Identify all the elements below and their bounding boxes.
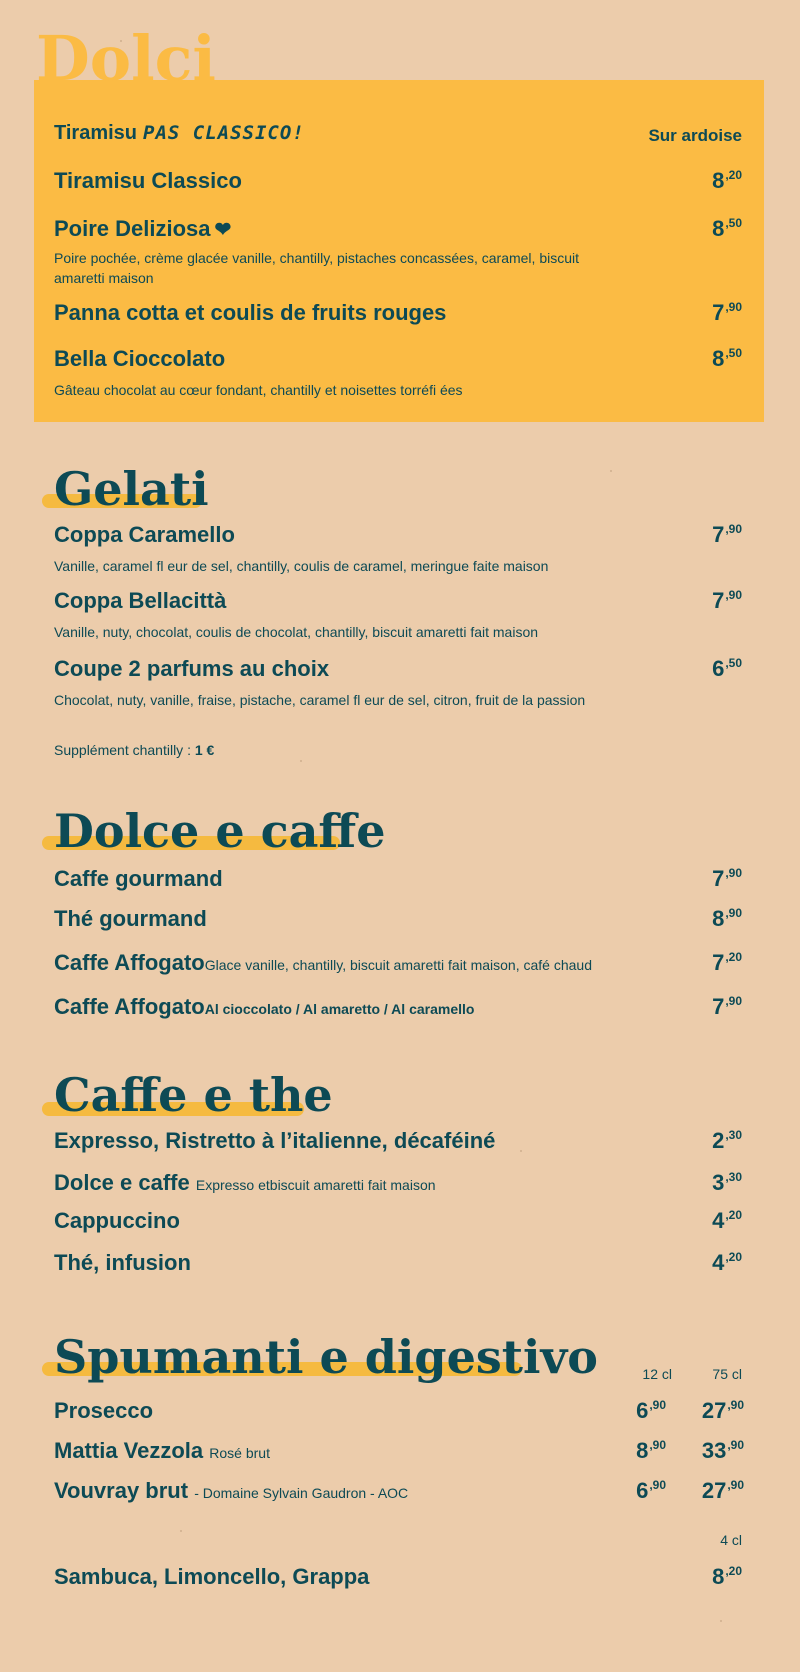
column-header-12cl: 12 cl [642,1366,672,1382]
dolci-title: Dolci [36,22,216,95]
price-75cl: $27^{,90}$ [701,1478,744,1503]
supplement-note: Supplément chantilly : 1 € [54,742,215,758]
item-description: Vanille, caramel fl eur de sel, chantilly, coulis de caramel, meringue faite maison [54,558,549,574]
item-price: $7^{,90}$ [712,866,742,891]
item-description: Poire pochée, crème glacée vanille, chantilly, pistaches concassées, caramel, biscuit amaretti maison [54,250,579,286]
item-description: Gâteau chocolat au cœur fondant, chantilly et noisettes torréfi ées [54,382,463,398]
menu-item-prosecco: Prosecco [54,1398,154,1423]
menu-item-the-gourmand: Thé gourmand [54,906,207,931]
menu-item-panna-cotta: Panna cotta et coulis de fruits rouges [54,300,447,325]
spumanti-title: Spumanti e digestivo [54,1330,598,1384]
column-header-75cl: 75 cl [712,1366,742,1382]
menu-item-mattia-vezzola: Mattia Vezzola Rosé brut [54,1438,270,1463]
menu-item-the-infusion: Thé, infusion [54,1250,191,1275]
menu-item-coppa-bellacitta: Coppa Bellacittà [54,588,227,613]
item-description: Vanille, nuty, chocolat, coulis de chocolat, chantilly, biscuit amaretti fait maison [54,624,539,640]
item-inline-description: Glace vanille, chantilly, biscuit amaretti fait maison, café chaud [204,957,592,973]
item-inline-description: Al cioccolato / Al amaretto / Al caramello [204,1001,475,1017]
item-inline-description: Rosé brut [209,1445,270,1461]
price-12cl: $6^{,90}$ [636,1398,666,1423]
menu-item-dolce-e-caffe: Dolce e caffe Expresso etbiscuit amaretti fait maison [54,1170,436,1195]
item-price: $7^{,90}$ [712,522,742,547]
item-inline-description: Expresso etbiscuit amaretti fait maison [195,1177,436,1193]
item-price: $7^{,90}$ [712,300,742,325]
item-price: $6^{,50}$ [712,656,742,681]
menu-item-caffe-gourmand: Caffe gourmand [54,866,223,891]
item-price: $2^{,30}$ [712,1128,742,1153]
caffe-the-title: Caffe e the [54,1068,333,1122]
item-name-extra: PAS CLASSICO! [143,122,305,144]
item-price: $4^{,20}$ [712,1208,742,1233]
item-price: $8^{,20}$ [712,1564,742,1589]
item-description: Chocolat, nuty, vanille, fraise, pistache, caramel fl eur de sel, citron, fruit de la passion [54,692,586,708]
menu-item-vouvray-brut: Vouvray brut - Domaine Sylvain Gaudron - AOC [54,1478,409,1503]
item-price: $4^{,20}$ [712,1250,742,1275]
item-inline-description: - Domaine Sylvain Gaudron - AOC [194,1485,409,1501]
dolce-caffe-title: Dolce e caffe [54,804,386,858]
menu-item-expresso: Expresso, Ristretto à l’italienne, décaféiné [54,1128,496,1153]
item-price: $8^{,50}$ [712,346,742,371]
price-75cl: $27^{,90}$ [701,1398,744,1423]
item-price: $7^{,20}$ [712,950,742,975]
menu-item-sambuca-limoncello-grappa: Sambuca, Limoncello, Grappa [54,1564,370,1589]
item-price: $7^{,90}$ [712,588,742,613]
gelati-title: Gelati [54,462,209,516]
menu-item-caffe-affogato: Caffe AffogatoGlace vanille, chantilly, biscuit amaretti fait maison, café chaud [54,950,592,975]
item-price: $3^{,30}$ [712,1170,742,1195]
menu-item-poire-deliziosa [54,216,231,242]
item-price: $8^{,50}$ [712,216,742,241]
item-price-text: Sur ardoise [648,126,742,145]
item-price: $8^{,20}$ [712,168,742,193]
menu-item-coppa-caramello: Coppa Caramello [54,522,235,547]
price-12cl: $6^{,90}$ [636,1478,666,1503]
heart-icon: ❤ [214,219,232,241]
menu-item-tiramisu [54,122,305,145]
menu-item-cappuccino: Cappuccino [54,1208,180,1233]
item-name: Poire Deliziosa [54,216,211,241]
price-75cl: $33^{,90}$ [701,1438,744,1463]
menu-item-caffe-affogato-variants: Caffe AffogatoAl cioccolato / Al amaretto / Al caramello [54,994,475,1019]
item-price: $7^{,90}$ [712,994,742,1019]
column-header-4cl: 4 cl [720,1532,742,1548]
menu-item-bella-cioccolato: Bella Cioccolato [54,346,226,371]
item-name: Tiramisu [54,122,137,144]
menu-item-tiramisu-classico: Tiramisu Classico [54,168,242,193]
price-12cl: $8^{,90}$ [636,1438,666,1463]
menu-item-coupe-2-parfums: Coupe 2 parfums au choix [54,656,330,681]
item-price: $8^{,90}$ [712,906,742,931]
